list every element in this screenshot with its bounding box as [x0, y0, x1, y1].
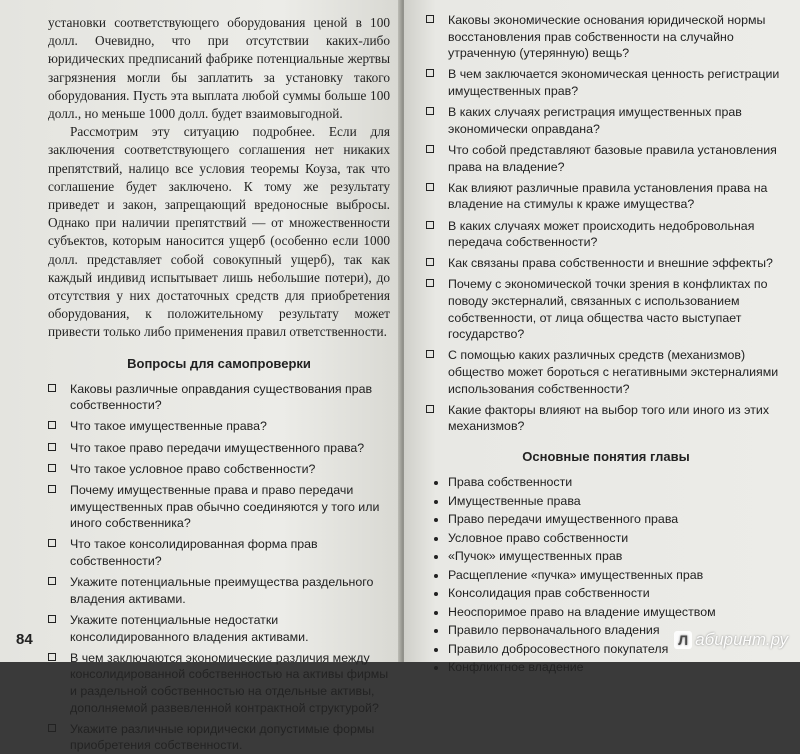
watermark-logo-icon: Л [674, 631, 692, 649]
question-item [48, 418, 390, 435]
checkbox-icon [426, 221, 434, 229]
question-item [426, 276, 786, 342]
concept-item [432, 530, 786, 547]
body-paragraph: Рассмотрим эту ситуацию подробнее. Если для заключения соответствующего соглашения нет никаких препятствий, налицо все условия теоремы Коуза, так что соглашение будет заключено. К тому же результату приведет и закон, запрещающий вредоносные выбросы. Однако при наличии препятствий — от множественности субъектов, которым наносится ущерб (особенно если 1000 долл. представляет собой совокупный ущерб), так как каждый индивид испытывает лишь небольшие потери), до отсутствия у них достаточных средств для приобретения оборудования, к положительному результату может привести только либо применения правил ответственности. [48, 124, 390, 340]
question-text: Какие факторы влияют на выбор того или иного из этих механизмов? [448, 402, 770, 434]
checkbox-icon [48, 384, 56, 392]
question-text: Что такое консолидированная форма прав собственности? [70, 537, 318, 568]
concept-text: Консолидация прав собственности [448, 586, 650, 600]
concept-text: Условное право собственности [448, 530, 629, 545]
question-text: В каких случаях регистрация имущественных прав экономически оправдана? [448, 105, 742, 136]
checkbox-icon [426, 69, 434, 77]
section-title: Вопросы для самопроверки [127, 355, 311, 371]
checkbox-icon [48, 464, 56, 472]
section-title: Основные понятия главы [522, 449, 690, 464]
checkbox-icon [48, 421, 56, 429]
watermark-text: абиринт.ру [695, 630, 788, 649]
question-item [48, 381, 390, 414]
checkbox-icon [48, 539, 56, 547]
question-text: Что такое имущественные права? [70, 419, 267, 434]
question-text: В чем заключается экономическая ценность регистрации имущественных прав? [448, 67, 780, 98]
concept-item [432, 474, 786, 491]
concept-text: Имущественные права [448, 493, 581, 508]
question-item [48, 440, 390, 457]
checkbox-icon [426, 258, 434, 266]
bullet-icon [434, 555, 438, 559]
bullet-icon [434, 500, 438, 504]
checkbox-icon [426, 405, 434, 413]
bullet-icon [434, 592, 438, 596]
question-text: Укажите различные юридически допустимые формы приобретения собственности. [70, 721, 375, 753]
bullet-icon [434, 537, 438, 541]
question-item [426, 180, 786, 213]
bullet-icon [434, 611, 438, 615]
question-item [48, 574, 390, 607]
question-text: В чем заключаются экономические различия между консолидированной собственностью на активы фирмы и раздельной собственностью на отдельные активы, дополняемой развевленной контрактной структурой? [70, 650, 389, 715]
question-text: Укажите потенциальные недостатки консолидированного владения активами. [70, 612, 309, 644]
question-text: Каковы различные оправдания существования прав собственности? [70, 381, 373, 413]
bullet-icon [434, 518, 438, 522]
question-text: Укажите потенциальные преимущества раздельного владения активами. [70, 575, 374, 606]
question-text: Что такое условное право собственности? [70, 461, 316, 476]
question-list [48, 381, 390, 754]
bullet-icon [434, 666, 438, 670]
body-paragraph: установки соответствующего оборудования ценой в 100 долл. Очевидно, что при отсутствии каких-либо юридических предписаний фабрике потенциальные жертвы загрязнения могли бы заплатить за установку такого оборудования. Пусть эта выплата любой суммы больше 100 долл., но меньше 1000 долл. будет взаимовыгодной. [48, 15, 390, 122]
concept-text: Конфликтное владение [448, 660, 584, 674]
question-item [48, 612, 390, 645]
question-item [426, 12, 786, 62]
question-text: Как связаны права собственности и внешние эффекты? [448, 256, 773, 271]
checkbox-icon [48, 485, 56, 493]
question-text: В каких случаях может происходить недобровольная передача собственности? [448, 218, 755, 250]
checkbox-icon [48, 443, 56, 451]
question-item [426, 347, 786, 397]
bullet-icon [434, 574, 438, 578]
checkbox-icon [48, 615, 56, 623]
checkbox-icon [426, 279, 434, 287]
question-item [426, 104, 786, 137]
checkbox-icon [48, 653, 56, 661]
concept-item [432, 548, 786, 565]
checkbox-icon [426, 107, 434, 115]
question-text: Что такое право передачи имущественного права? [70, 440, 365, 455]
concept-item [432, 659, 786, 676]
concept-text: Правило добросовестного покупателя [448, 641, 669, 656]
checkbox-icon [48, 577, 56, 585]
question-text: Как влияют различные правила установления права на владение на стимулы к краже имущества? [448, 180, 768, 212]
bullet-icon [434, 629, 438, 633]
concept-text: Неоспоримое право на владение имуществом [448, 604, 716, 619]
concept-item [432, 585, 786, 602]
bullet-icon [434, 648, 438, 652]
question-item [48, 650, 390, 716]
right-page [404, 0, 800, 674]
checkbox-icon [426, 15, 434, 23]
watermark [674, 630, 788, 650]
question-text: Почему с экономической точки зрения в конфликтах по поводу экстерналий, связанных с использованием собственности, от лица общества часто выступает государство? [448, 277, 768, 342]
concept-item [432, 567, 786, 584]
concept-text: «Пучок» имущественных прав [448, 549, 623, 563]
concept-text: Право передачи имущественного права [448, 512, 679, 526]
concept-item [432, 493, 786, 510]
checkbox-icon [48, 724, 56, 732]
question-item [426, 66, 786, 99]
page-number: 84 [16, 631, 33, 648]
question-item [426, 255, 786, 272]
question-text: Каковы экономические основания юридической нормы восстановления прав собственности на случайно утраченную (утерянную) вещь? [448, 13, 766, 61]
question-text: Почему имущественные права и право передачи имущественных прав обычно соединяются у того или иного собственника? [70, 483, 380, 531]
question-item [48, 461, 390, 478]
concept-text: Права собственности [448, 475, 573, 489]
question-text: С помощью каких различных средств (механизмов) общество может бороться с негативными экстерналиями использования собственности? [448, 348, 779, 396]
question-list [426, 12, 786, 435]
concept-text: Правило первоначального владения [448, 623, 660, 637]
bullet-icon [434, 481, 438, 485]
question-text: Что собой представляют базовые правила установления права на владение? [448, 142, 777, 174]
checkbox-icon [426, 183, 434, 191]
question-item [48, 482, 390, 532]
question-item [48, 536, 390, 569]
question-item [426, 142, 786, 175]
concept-text: Расщепление «пучка» имущественных прав [448, 567, 704, 582]
question-item [426, 402, 786, 435]
concept-item [432, 604, 786, 621]
checkbox-icon [426, 350, 434, 358]
checkbox-icon [426, 145, 434, 153]
question-item [426, 218, 786, 251]
concept-item [432, 511, 786, 528]
question-item [48, 721, 390, 754]
